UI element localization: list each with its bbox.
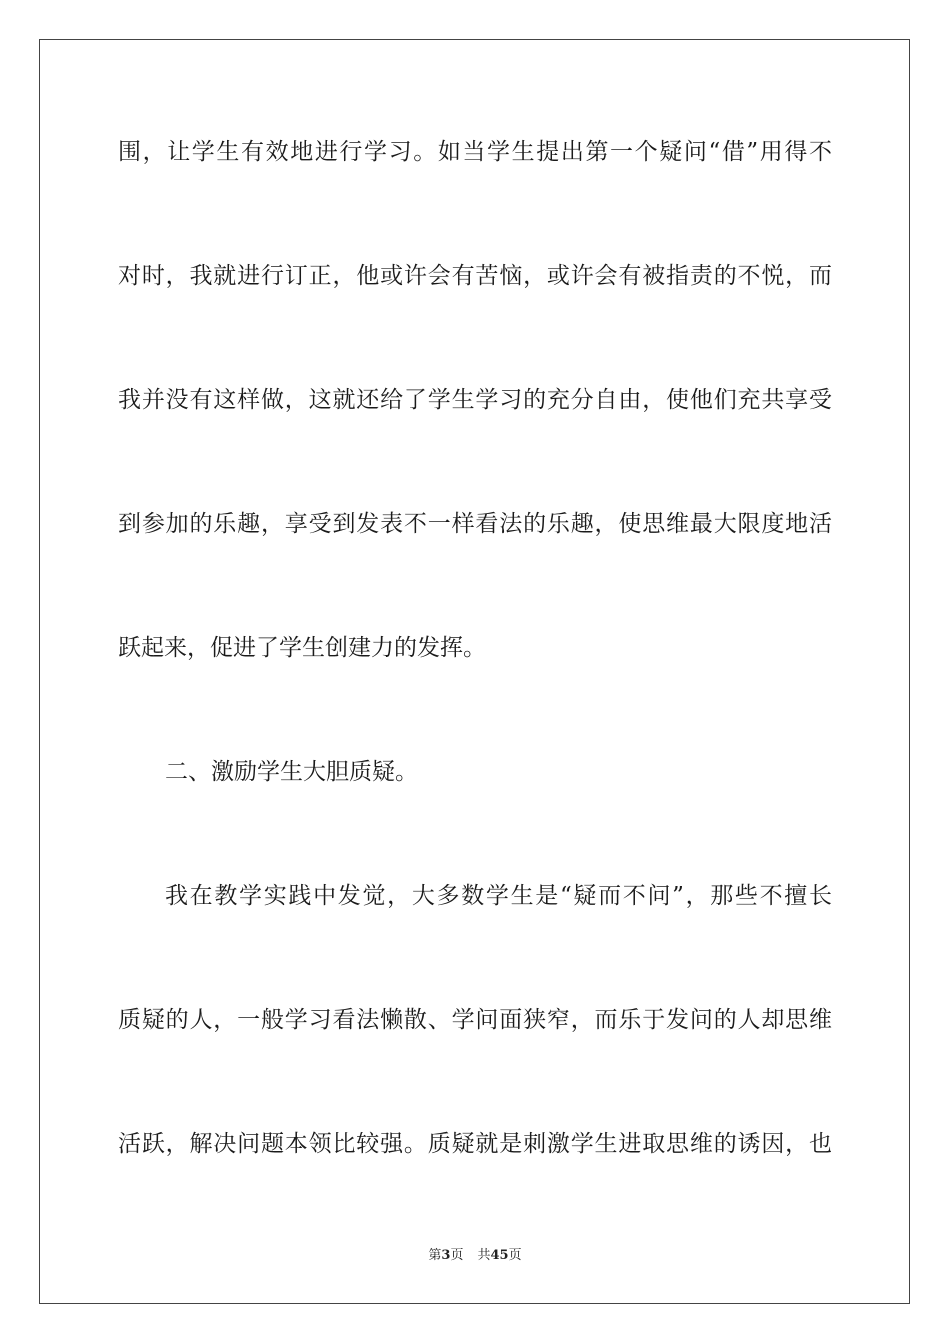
paragraph-line-6: 我在教学实践中发觉，大多数学生是“疑而不问”，那些不擅长 xyxy=(165,883,832,909)
paragraph-line-8: 活跃，解决问题本领比较强。质疑就是刺激学生进取思维的诱因，也 xyxy=(118,1131,832,1157)
paragraph-line-4: 到参加的乐趣，享受到发表不一样看法的乐趣，使思维最大限度地活 xyxy=(118,511,832,537)
footer-current-page: 3 xyxy=(441,1248,451,1263)
footer-page-prefix: 第 xyxy=(428,1248,442,1263)
page-footer xyxy=(0,1247,950,1265)
footer-total-prefix: 共 xyxy=(477,1248,491,1263)
paragraph-line-5: 跃起来，促进了学生创建力的发挥。 xyxy=(118,635,486,661)
paragraph-line-7: 质疑的人，一般学习看法懒散、学问面狭窄，而乐于发问的人却思维 xyxy=(118,1007,832,1033)
footer-total-unit: 页 xyxy=(508,1248,522,1263)
footer-total-pages: 45 xyxy=(490,1248,509,1263)
page-border xyxy=(39,39,910,1304)
paragraph-line-1: 围，让学生有效地进行学习。如当学生提出第一个疑问“借”用得不 xyxy=(118,139,832,165)
paragraph-line-2: 对时，我就进行订正，他或许会有苦恼，或许会有被指责的不悦，而 xyxy=(118,263,832,289)
paragraph-line-3: 我并没有这样做，这就还给了学生学习的充分自由，使他们充共享受 xyxy=(118,387,832,413)
section-heading: 二、激励学生大胆质疑。 xyxy=(165,759,418,785)
footer-page-unit: 页 xyxy=(450,1248,464,1263)
